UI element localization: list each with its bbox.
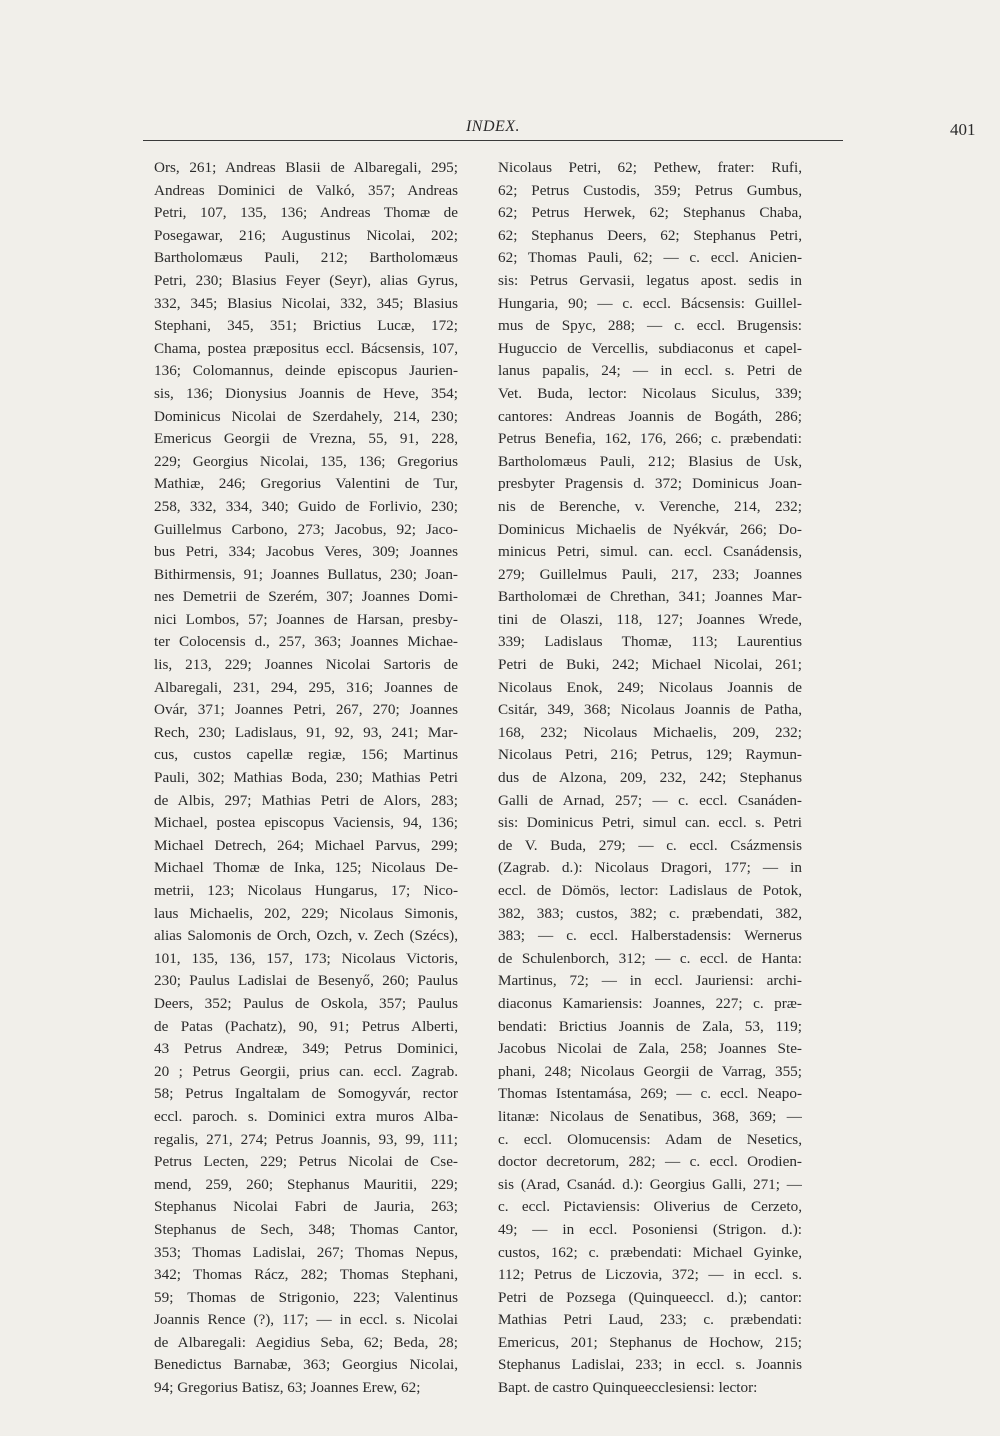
- text-line: Emericus, 201; Stephanus de Hochow, 215;: [498, 1333, 802, 1351]
- text-line: metrii, 123; Nicolaus Hungarus, 17; Nico-: [154, 882, 458, 899]
- text-line: 353; Thomas Ladislai, 267; Thomas Nepus,: [154, 1243, 458, 1261]
- text-line: de Schulenborch, 312; — c. eccl. de Hanta:: [498, 949, 802, 967]
- text-line: de Albis, 297; Mathias Petri de Alors, 283;: [154, 791, 458, 809]
- text-line: Petri, 107, 135, 136; Andreas Thomæ de: [154, 204, 458, 222]
- text-line: Nicolaus Petri, 216; Petrus, 129; Raymun-: [498, 746, 802, 764]
- text-line: nis de Berenche, v. Verenche, 214, 232;: [498, 497, 802, 515]
- text-line: Stephanus Ladislai, 233; in eccl. s. Joannis: [498, 1356, 802, 1374]
- left-column: [154, 157, 458, 1400]
- right-column: [498, 157, 802, 1400]
- text-line: Mathias Petri Laud, 233; c. præbendati:: [498, 1311, 802, 1329]
- text-line: 339; Ladislaus Thomæ, 113; Laurentius: [498, 633, 802, 651]
- text-line: Petrus Benefia, 162, 176, 266; c. præbendati:: [498, 430, 802, 448]
- text-line: laus Michaelis, 202, 229; Nicolaus Simonis,: [154, 904, 458, 922]
- text-line: 258, 332, 334, 340; Guido de Forlivio, 230;: [154, 497, 458, 515]
- text-line: mus de Spyc, 288; — c. eccl. Brugensis:: [498, 317, 802, 335]
- text-line: 101, 135, 136, 157, 173; Nicolaus Victoris,: [154, 949, 458, 967]
- text-line: 59; Thomas de Strigonio, 223; Valentinus: [154, 1288, 458, 1306]
- text-line: 332, 345; Blasius Nicolai, 332, 345; Blasius: [154, 294, 458, 312]
- running-head: [143, 118, 843, 141]
- text-line: Pauli, 302; Mathias Boda, 230; Mathias Petri: [154, 769, 458, 787]
- text-line: Jacobus Nicolai de Zala, 258; Joannes Ste-: [498, 1040, 802, 1058]
- text-line: 62; Petrus Herwek, 62; Stephanus Chaba,: [498, 204, 802, 222]
- text-line: Petri de Buki, 242; Michael Nicolai, 261;: [498, 656, 802, 674]
- text-line: de V. Buda, 279; — c. eccl. Csázmensis: [498, 836, 802, 854]
- text-line: Bapt. de castro Quinqueecclesiensi: lector:: [498, 1379, 758, 1397]
- text-line: Ors, 261; Andreas Blasii de Albaregali, 295;: [154, 159, 458, 176]
- text-line: mend, 259, 260; Stephanus Mauritii, 229;: [154, 1175, 458, 1193]
- text-line: Vet. Buda, lector: Nicolaus Siculus, 339;: [498, 384, 802, 402]
- text-line: litanæ: Nicolaus de Senatibus, 368, 369; —: [498, 1107, 802, 1125]
- text-line: nici Lombos, 57; Joannes de Harsan, presby-: [154, 610, 458, 628]
- text-line: 49; — in eccl. Posoniensi (Strigon. d.):: [498, 1220, 802, 1238]
- text-line: nes Demetrii de Szerém, 307; Joannes Domi-: [154, 588, 458, 606]
- text-line: lis, 213, 229; Joannes Nicolai Sartoris de: [154, 656, 458, 674]
- text-line: doctor decretorum, 282; — c. eccl. Orodien-: [498, 1153, 802, 1171]
- text-line: eccl. paroch. s. Dominici extra muros Alba-: [154, 1107, 458, 1125]
- text-line: 62; Thomas Pauli, 62; — c. eccl. Anicien-: [498, 249, 802, 267]
- text-line: de Patas (Pachatz), 90, 91; Petrus Alberti,: [154, 1017, 458, 1035]
- text-line: 136; Colomannus, deinde episcopus Jaurien-: [154, 362, 458, 380]
- text-line: Ovár, 371; Joannes Petri, 267, 270; Joannes: [154, 701, 458, 719]
- text-line: 383; — c. eccl. Halberstadensis: Wernerus: [498, 927, 802, 945]
- text-line: cantores: Andreas Joannis de Bogáth, 286;: [498, 407, 802, 425]
- text-line: 62; Stephanus Deers, 62; Stephanus Petri,: [498, 226, 802, 244]
- text-line: Deers, 352; Paulus de Oskola, 357; Paulus: [154, 994, 458, 1012]
- text-line: 43 Petrus Andreæ, 349; Petrus Dominici,: [154, 1040, 458, 1058]
- text-line: dus de Alzona, 209, 232, 242; Stephanus: [498, 769, 802, 787]
- text-line: Chama, postea præpositus eccl. Bácsensis, 107,: [154, 339, 458, 357]
- text-line: Csitár, 349, 368; Nicolaus Joannis de Patha,: [498, 701, 802, 719]
- text-line: bendati: Brictius Joannis de Zala, 53, 119;: [498, 1017, 802, 1035]
- text-line: 168, 232; Nicolaus Michaelis, 209, 232;: [498, 723, 802, 741]
- text-line: tini de Olaszi, 118, 127; Joannes Wrede,: [498, 610, 802, 628]
- text-line: Michael, postea episcopus Vaciensis, 94, 136;: [154, 814, 458, 832]
- text-line: Benedictus Barnabæ, 363; Georgius Nicolai,: [154, 1356, 458, 1374]
- text-line: Posegawar, 216; Augustinus Nicolai, 202;: [154, 226, 458, 244]
- text-line: Bithirmensis, 91; Joannes Bullatus, 230; Joan-: [154, 565, 458, 583]
- text-line: Guillelmus Carbono, 273; Jacobus, 92; Jaco-: [154, 520, 458, 538]
- text-line: Joannis Rence (?), 117; — in eccl. s. Nicolai: [154, 1311, 458, 1329]
- text-line: Petrus Lecten, 229; Petrus Nicolai de Cse-: [154, 1153, 458, 1171]
- text-line: sis (Arad, Csanád. d.): Georgius Galli, 271; —: [498, 1175, 802, 1193]
- text-line: Nicolaus Petri, 62; Pethew, frater: Rufi,: [498, 159, 802, 176]
- text-line: presbyter Pragensis d. 372; Dominicus Joan-: [498, 475, 802, 493]
- text-line: Andreas Dominici de Valkó, 357; Andreas: [154, 181, 458, 199]
- text-line: 94; Gregorius Batisz, 63; Joannes Erew, 62;: [154, 1379, 421, 1397]
- text-line: Emericus Georgii de Vrezna, 55, 91, 228,: [154, 430, 458, 448]
- text-line: Thomas Istentamása, 269; — c. eccl. Neapo-: [498, 1085, 802, 1103]
- text-line: de Albaregali: Aegidius Seba, 62; Beda, 28;: [154, 1333, 458, 1351]
- text-line: c. eccl. Olomucensis: Adam de Nesetics,: [498, 1130, 802, 1148]
- text-line: Petri, 230; Blasius Feyer (Seyr), alias Gyrus,: [154, 271, 458, 289]
- text-line: Bartholomæus Pauli, 212; Blasius de Usk,: [498, 452, 802, 470]
- text-line: lanus papalis, 24; — in eccl. s. Petri de: [498, 362, 802, 380]
- text-line: sis: Petrus Gervasii, legatus apost. sedis in: [498, 271, 802, 289]
- text-line: Michael Detrech, 264; Michael Parvus, 299;: [154, 836, 458, 854]
- text-line: regalis, 271, 274; Petrus Joannis, 93, 99, 111;: [154, 1130, 458, 1148]
- text-line: Petri de Pozsega (Quinqueeccl. d.); cantor:: [498, 1288, 802, 1306]
- page-number: 401: [950, 120, 976, 139]
- text-line: alias Salomonis de Orch, Ozch, v. Zech (Szécs),: [154, 927, 458, 945]
- text-line: Michael Thomæ de Inka, 125; Nicolaus De-: [154, 859, 458, 877]
- text-line: Dominicus Michaelis de Nyékvár, 266; Do-: [498, 520, 802, 538]
- text-line: 229; Georgius Nicolai, 135, 136; Gregorius: [154, 452, 458, 470]
- text-line: phani, 248; Nicolaus Georgii de Varrag, 355;: [498, 1062, 802, 1080]
- text-line: 62; Petrus Custodis, 359; Petrus Gumbus,: [498, 181, 802, 199]
- text-line: 382, 383; custos, 382; c. præbendati, 382,: [498, 904, 802, 922]
- text-line: diaconus Kamariensis: Joannes, 227; c. præ-: [498, 994, 802, 1012]
- text-line: c. eccl. Pictaviensis: Oliverius de Cerzeto,: [498, 1198, 802, 1216]
- text-line: eccl. de Dömös, lector: Ladislaus de Potok,: [498, 882, 802, 899]
- text-line: sis: Dominicus Petri, simul can. eccl. s. Petri: [498, 814, 802, 832]
- text-line: custos, 162; c. præbendati: Michael Gyinke,: [498, 1243, 802, 1261]
- text-line: Nicolaus Enok, 249; Nicolaus Joannis de: [498, 678, 802, 696]
- text-line: 230; Paulus Ladislai de Besenyő, 260; Paulus: [154, 972, 458, 990]
- text-line: minicus Petri, simul. can. eccl. Csanádensis,: [498, 543, 802, 561]
- text-line: cus, custos capellæ regiæ, 156; Martinus: [154, 746, 458, 764]
- text-line: Martinus, 72; — in eccl. Jauriensi: archi-: [498, 972, 802, 990]
- text-line: 112; Petrus de Liczovia, 372; — in eccl. s.: [498, 1266, 802, 1284]
- text-line: Bartholomæus Pauli, 212; Bartholomæus: [154, 249, 458, 267]
- text-line: 342; Thomas Rácz, 282; Thomas Stephani,: [154, 1266, 458, 1284]
- text-line: Mathiæ, 246; Gregorius Valentini de Tur,: [154, 475, 458, 493]
- page-title: INDEX.: [465, 118, 521, 135]
- text-line: Dominicus Nicolai de Szerdahely, 214, 230;: [154, 407, 458, 425]
- text-line: Albaregali, 231, 294, 295, 316; Joannes de: [154, 678, 458, 696]
- text-line: Hungaria, 90; — c. eccl. Bácsensis: Guillel-: [498, 294, 802, 312]
- text-line: bus Petri, 334; Jacobus Veres, 309; Joannes: [154, 543, 458, 561]
- text-line: (Zagrab. d.): Nicolaus Dragori, 177; — in: [498, 859, 802, 877]
- text-line: 20 ; Petrus Georgii, prius can. eccl. Zagrab.: [154, 1062, 458, 1080]
- text-line: Galli de Arnad, 257; — c. eccl. Csanáden-: [498, 791, 802, 809]
- text-line: 58; Petrus Ingaltalam de Somogyvár, rector: [154, 1085, 458, 1103]
- text-line: 279; Guillelmus Pauli, 217, 233; Joannes: [498, 565, 802, 583]
- text-line: Huguccio de Vercellis, subdiaconus et capel-: [498, 339, 802, 357]
- text-line: Rech, 230; Ladislaus, 91, 92, 93, 241; Mar-: [154, 723, 458, 741]
- text-line: Stephanus Nicolai Fabri de Jauria, 263;: [154, 1198, 458, 1216]
- text-line: ter Colocensis d., 257, 363; Joannes Michae-: [154, 633, 458, 651]
- text-line: Bartholomæi de Chrethan, 341; Joannes Mar-: [498, 588, 802, 606]
- text-line: Stephanus de Sech, 348; Thomas Cantor,: [154, 1220, 458, 1238]
- text-line: sis, 136; Dionysius Joannis de Heve, 354;: [154, 384, 458, 402]
- text-line: Stephani, 345, 351; Brictius Lucæ, 172;: [154, 317, 458, 335]
